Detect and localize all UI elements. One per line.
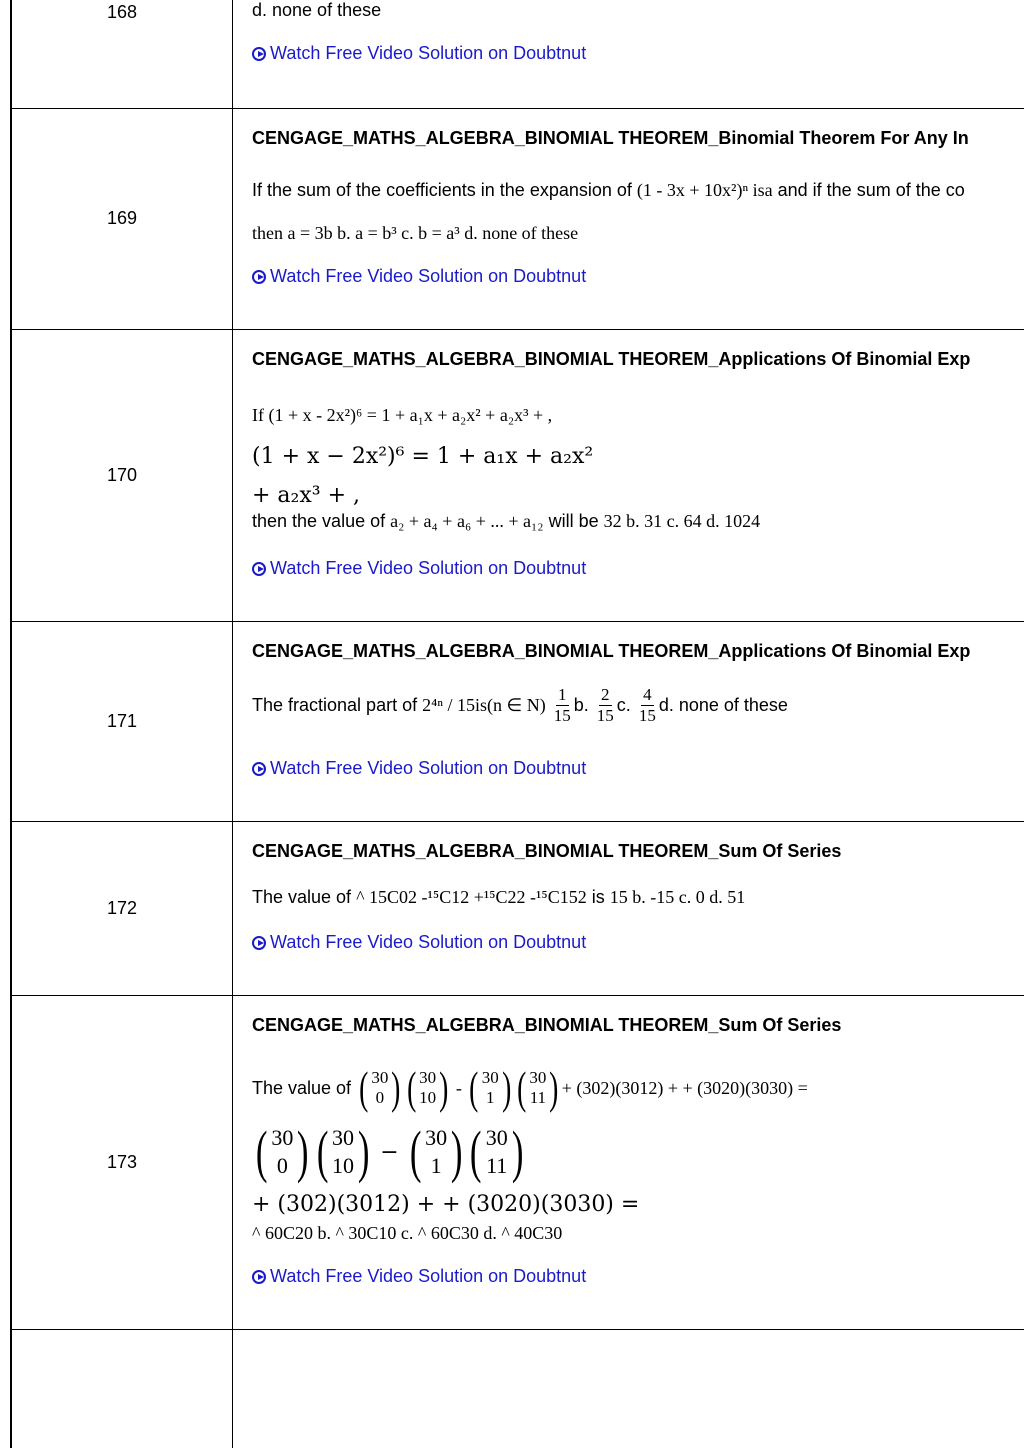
watch-video-label: Watch Free Video Solution on Doubtnut — [270, 558, 587, 578]
question-number: 170 — [12, 329, 233, 621]
question-category: CENGAGE_MATHS_ALGEBRA_BINOMIAL THEOREM_Binomial Theorem For Any In — [252, 128, 969, 148]
play-circle-icon — [252, 47, 266, 61]
question-number: 173 — [12, 995, 233, 1329]
question-category: CENGAGE_MATHS_ALGEBRA_BINOMIAL THEOREM_Applications Of Binomial Exp — [252, 641, 971, 661]
play-circle-icon — [252, 936, 266, 950]
table-row — [12, 821, 1024, 996]
question-number: 169 — [12, 108, 233, 329]
watch-video-label: Watch Free Video Solution on Doubtnut — [270, 266, 587, 286]
table-row — [12, 621, 1024, 822]
watch-video-label: Watch Free Video Solution on Doubtnut — [270, 758, 587, 778]
watch-video-link[interactable] — [252, 932, 586, 953]
question-table — [10, 0, 1024, 1448]
question-number: 171 — [12, 621, 233, 821]
question-options: then a = 3b b. a = b³ c. b = a³ d. none of these — [252, 223, 579, 243]
watch-video-link[interactable] — [252, 1266, 586, 1287]
math-expression-display: ( 30 0 ) ( 30 10 ) − ( 30 1 ) ( 30 11 ) — [255, 1119, 524, 1184]
watch-video-link[interactable] — [252, 558, 586, 579]
question-number: 172 — [12, 821, 233, 995]
question-text: The fractional part of 2⁴ⁿ / 15is(n ∈ N) $\frac{1}{15}$ b. $\frac{2}{15}$ c. $\frac{4}{15}$ d. none of these — [252, 685, 788, 725]
question-text: The value of ^ 15C02 -¹⁵C12 +¹⁵C22 -¹⁵C152 is 15 b. -15 c. 0 d. 51 — [252, 887, 746, 907]
watch-video-label: Watch Free Video Solution on Doubtnut — [270, 1266, 587, 1286]
watch-video-link[interactable] — [252, 266, 586, 287]
math-expression: (1 - 3x + 10x²)ⁿ isa — [636, 180, 773, 200]
play-circle-icon — [252, 562, 266, 576]
table-row — [12, 995, 1024, 1330]
question-text: If the sum of the coefficients in the expansion of (1 - 3x + 10x²)ⁿ isa and if the sum of the co — [252, 180, 965, 200]
math-expression-display: + a₂x³ + , — [252, 483, 361, 508]
math-expression-display: + (302)(3012) + + (3020)(3030) = — [252, 1192, 640, 1217]
table-row — [12, 329, 1024, 622]
math-expression: If (1 + x - 2x²)⁶ = 1 + a₁x + a₂x² + a₂x³ + , — [252, 405, 553, 425]
question-text: then the value of a₂ + a₄ + a₆ + ... + a₁₂ will be 32 b. 31 c. 64 d. 1024 — [252, 511, 761, 531]
play-circle-icon — [252, 762, 266, 776]
question-text: The value of ( 30 0 ) ( 30 10 ) - ( 30 1 ) ( 30 11 ) + (302)(3012) + + (3020)(3030) = — [252, 1062, 808, 1113]
table-row-empty — [12, 1329, 1024, 1448]
question-category: CENGAGE_MATHS_ALGEBRA_BINOMIAL THEOREM_Sum Of Series — [252, 1015, 842, 1035]
question-options: ^ 60C20 b. ^ 30C10 c. ^ 60C30 d. ^ 40C30 — [252, 1223, 563, 1243]
question-number: 168 — [12, 0, 233, 110]
table-row — [12, 0, 1024, 109]
play-circle-icon — [252, 1270, 266, 1284]
math-expression-display: (1 + x − 2x²)⁶ = 1 + a₁x + a₂x² — [252, 444, 594, 469]
question-category: CENGAGE_MATHS_ALGEBRA_BINOMIAL THEOREM_Sum Of Series — [252, 841, 842, 861]
question-number-empty — [12, 1329, 233, 1448]
question-category: CENGAGE_MATHS_ALGEBRA_BINOMIAL THEOREM_Applications Of Binomial Exp — [252, 349, 971, 369]
table-row — [12, 108, 1024, 330]
play-circle-icon — [252, 270, 266, 284]
watch-video-link[interactable] — [252, 43, 586, 64]
watch-video-link[interactable] — [252, 758, 586, 779]
watch-video-label: Watch Free Video Solution on Doubtnut — [270, 932, 587, 952]
watch-video-label: Watch Free Video Solution on Doubtnut — [270, 43, 587, 63]
question-text: d. none of these — [252, 0, 382, 20]
